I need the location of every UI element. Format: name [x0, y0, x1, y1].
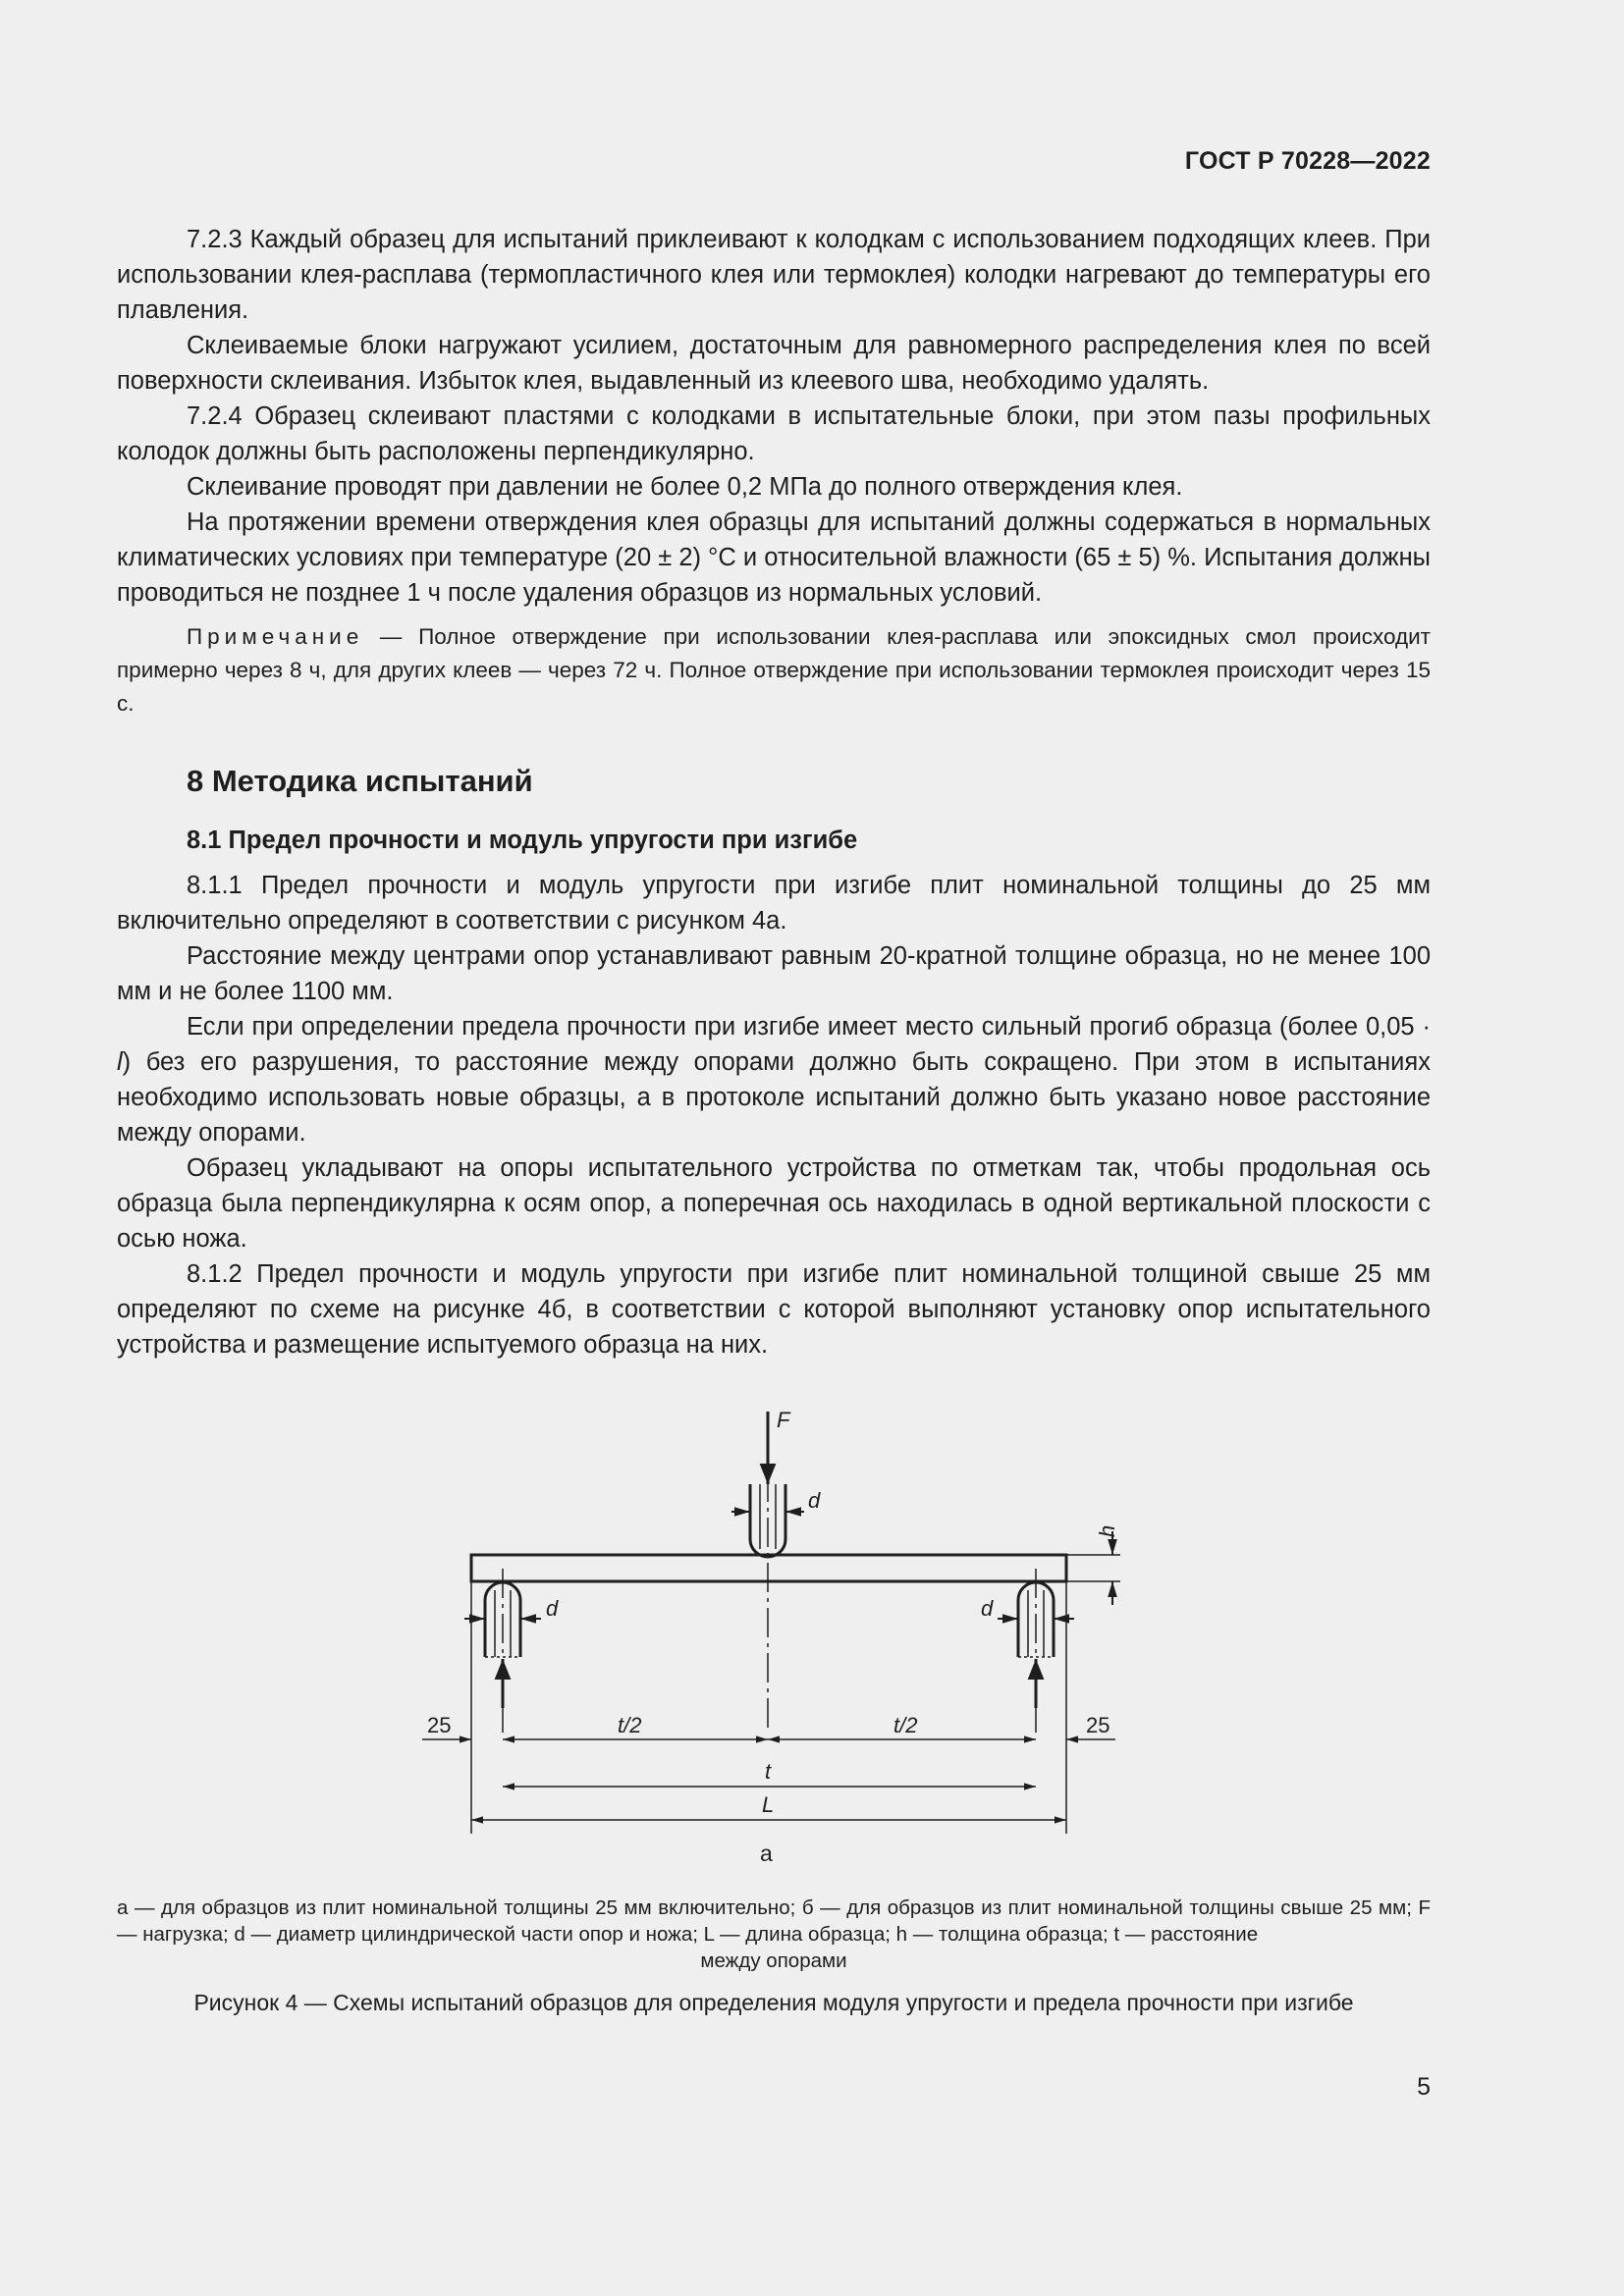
- clause-7-2-3: 7.2.3 Каждый образец для испытаний приклеивают к колодкам с использованием подходящих клеев. При использовании клея-расплава (термопластичного клея или термоклея) колодки нагревают до температуры его плавления.: [117, 226, 1431, 324]
- thickness-label: h: [1095, 1524, 1119, 1537]
- clause-8-1-2: 8.1.2 Предел прочности и модуль упругости при изгибе плит номинальной толщиной свыше 25 мм определяют по схеме на рисунке 4б, в соответствии с которой выполняют установку опор испытательного устройства и размещение испытуемого образца на них.: [117, 1260, 1431, 1359]
- paragraph: Склеивание проводят при давлении не более 0,2 МПа до полного отверждения клея.: [187, 473, 1183, 501]
- note: [117, 620, 1431, 721]
- note-text: — Полное отверждение при использовании клея-расплава или эпоксидных смол происходит примерно через 8 ч, для других клеев — через 72 ч. Полное отверждение при использовании термоклея происходит через 15 с.: [117, 624, 1431, 716]
- figure-legend: [117, 1895, 1431, 1974]
- paragraph: Склеиваемые блоки нагружают усилием, достаточным для равномерного распределения клея по всей поверхности склеивания. Избыток клея, выдавленный из клеевого шва, необходимо удалять.: [117, 332, 1431, 395]
- dim-25-left: 25: [427, 1713, 452, 1737]
- force-label: F: [777, 1408, 790, 1432]
- clause-8-1-1: 8.1.1 Предел прочности и модуль упругости при изгибе плит номинальной толщины до 25 мм включительно определяют в соответствии с рисунком 4а.: [117, 872, 1431, 934]
- paragraph: На протяжении времени отверждения клея образцы для испытаний должны содержаться в нормальных климатических условиях при температуре (20 ± 2) °С и относительной влажности (65 ± 5) %. Испытания должны проводиться не позднее 1 ч после удаления образцов из нормальных условий.: [117, 508, 1431, 607]
- figure-4a-diagram: [117, 1394, 1431, 1865]
- specimen: [471, 1555, 1066, 1581]
- knife-diameter-label: d: [808, 1488, 821, 1513]
- dim-t: t: [765, 1759, 772, 1784]
- legend-text-tail: между опорами: [700, 1949, 847, 1972]
- figure-caption: Рисунок 4 — Схемы испытаний образцов для определения модуля упругости и предела прочности при изгибе: [193, 1990, 1354, 2015]
- dim-25-right: 25: [1086, 1713, 1110, 1737]
- legend-text: а — для образцов из плит номинальной толщины 25 мм включительно; б — для образцов из плит номинальной толщины свыше 25 мм; F — нагрузка; d — диаметр цилиндрической части опор и ножа; L — длина образца; h — толщина образца; t — расстояние: [117, 1896, 1431, 1946]
- text: ) без его разрушения, то расстояние между опорами должно быть сокращено. При этом в испытаниях необходимо использовать новые образцы, а в протоколе испытаний должно быть указано новое расстояние между опорами.: [117, 1048, 1431, 1147]
- clause-7-2-4: 7.2.4 Образец склеивают пластями с колодками в испытательные блоки, при этом пазы профильных колодок должны быть расположены перпендикулярно.: [117, 402, 1431, 465]
- dim-half-t-left: t/2: [618, 1713, 642, 1737]
- right-support-diameter-label: d: [981, 1596, 994, 1621]
- text: Если при определении предела прочности при изгибе имеет место сильный прогиб образца (более 0,05 ·: [187, 1013, 1431, 1041]
- section-8-1-title: 8.1 Предел прочности и модуль упругости при изгибе: [187, 827, 858, 854]
- dim-half-t-right: t/2: [893, 1713, 918, 1737]
- panel-label: а: [760, 1841, 773, 1865]
- standard-id: ГОСТ Р 70228—2022: [1184, 147, 1431, 175]
- dim-L: L: [762, 1792, 775, 1817]
- page-number: 5: [1417, 2073, 1431, 2101]
- paragraph: Образец укладывают на опоры испытательного устройства по отметкам так, чтобы продольная ось образца была перпендикулярна к осям опор, а поперечная ось находилась в одной вертикальной плоскости с осью ножа.: [117, 1154, 1431, 1253]
- section-8-title: 8 Методика испытаний: [187, 764, 533, 798]
- paragraph: Расстояние между центрами опор устанавливают равным 20-кратной толщине образца, но не менее 100 мм и не более 1100 мм.: [117, 942, 1431, 1005]
- note-label: Примечание: [187, 624, 364, 649]
- paragraph: [117, 1009, 1431, 1150]
- symbol-l: l: [117, 1048, 123, 1076]
- main-text: [117, 222, 1431, 1362]
- left-support-diameter-label: d: [546, 1596, 559, 1621]
